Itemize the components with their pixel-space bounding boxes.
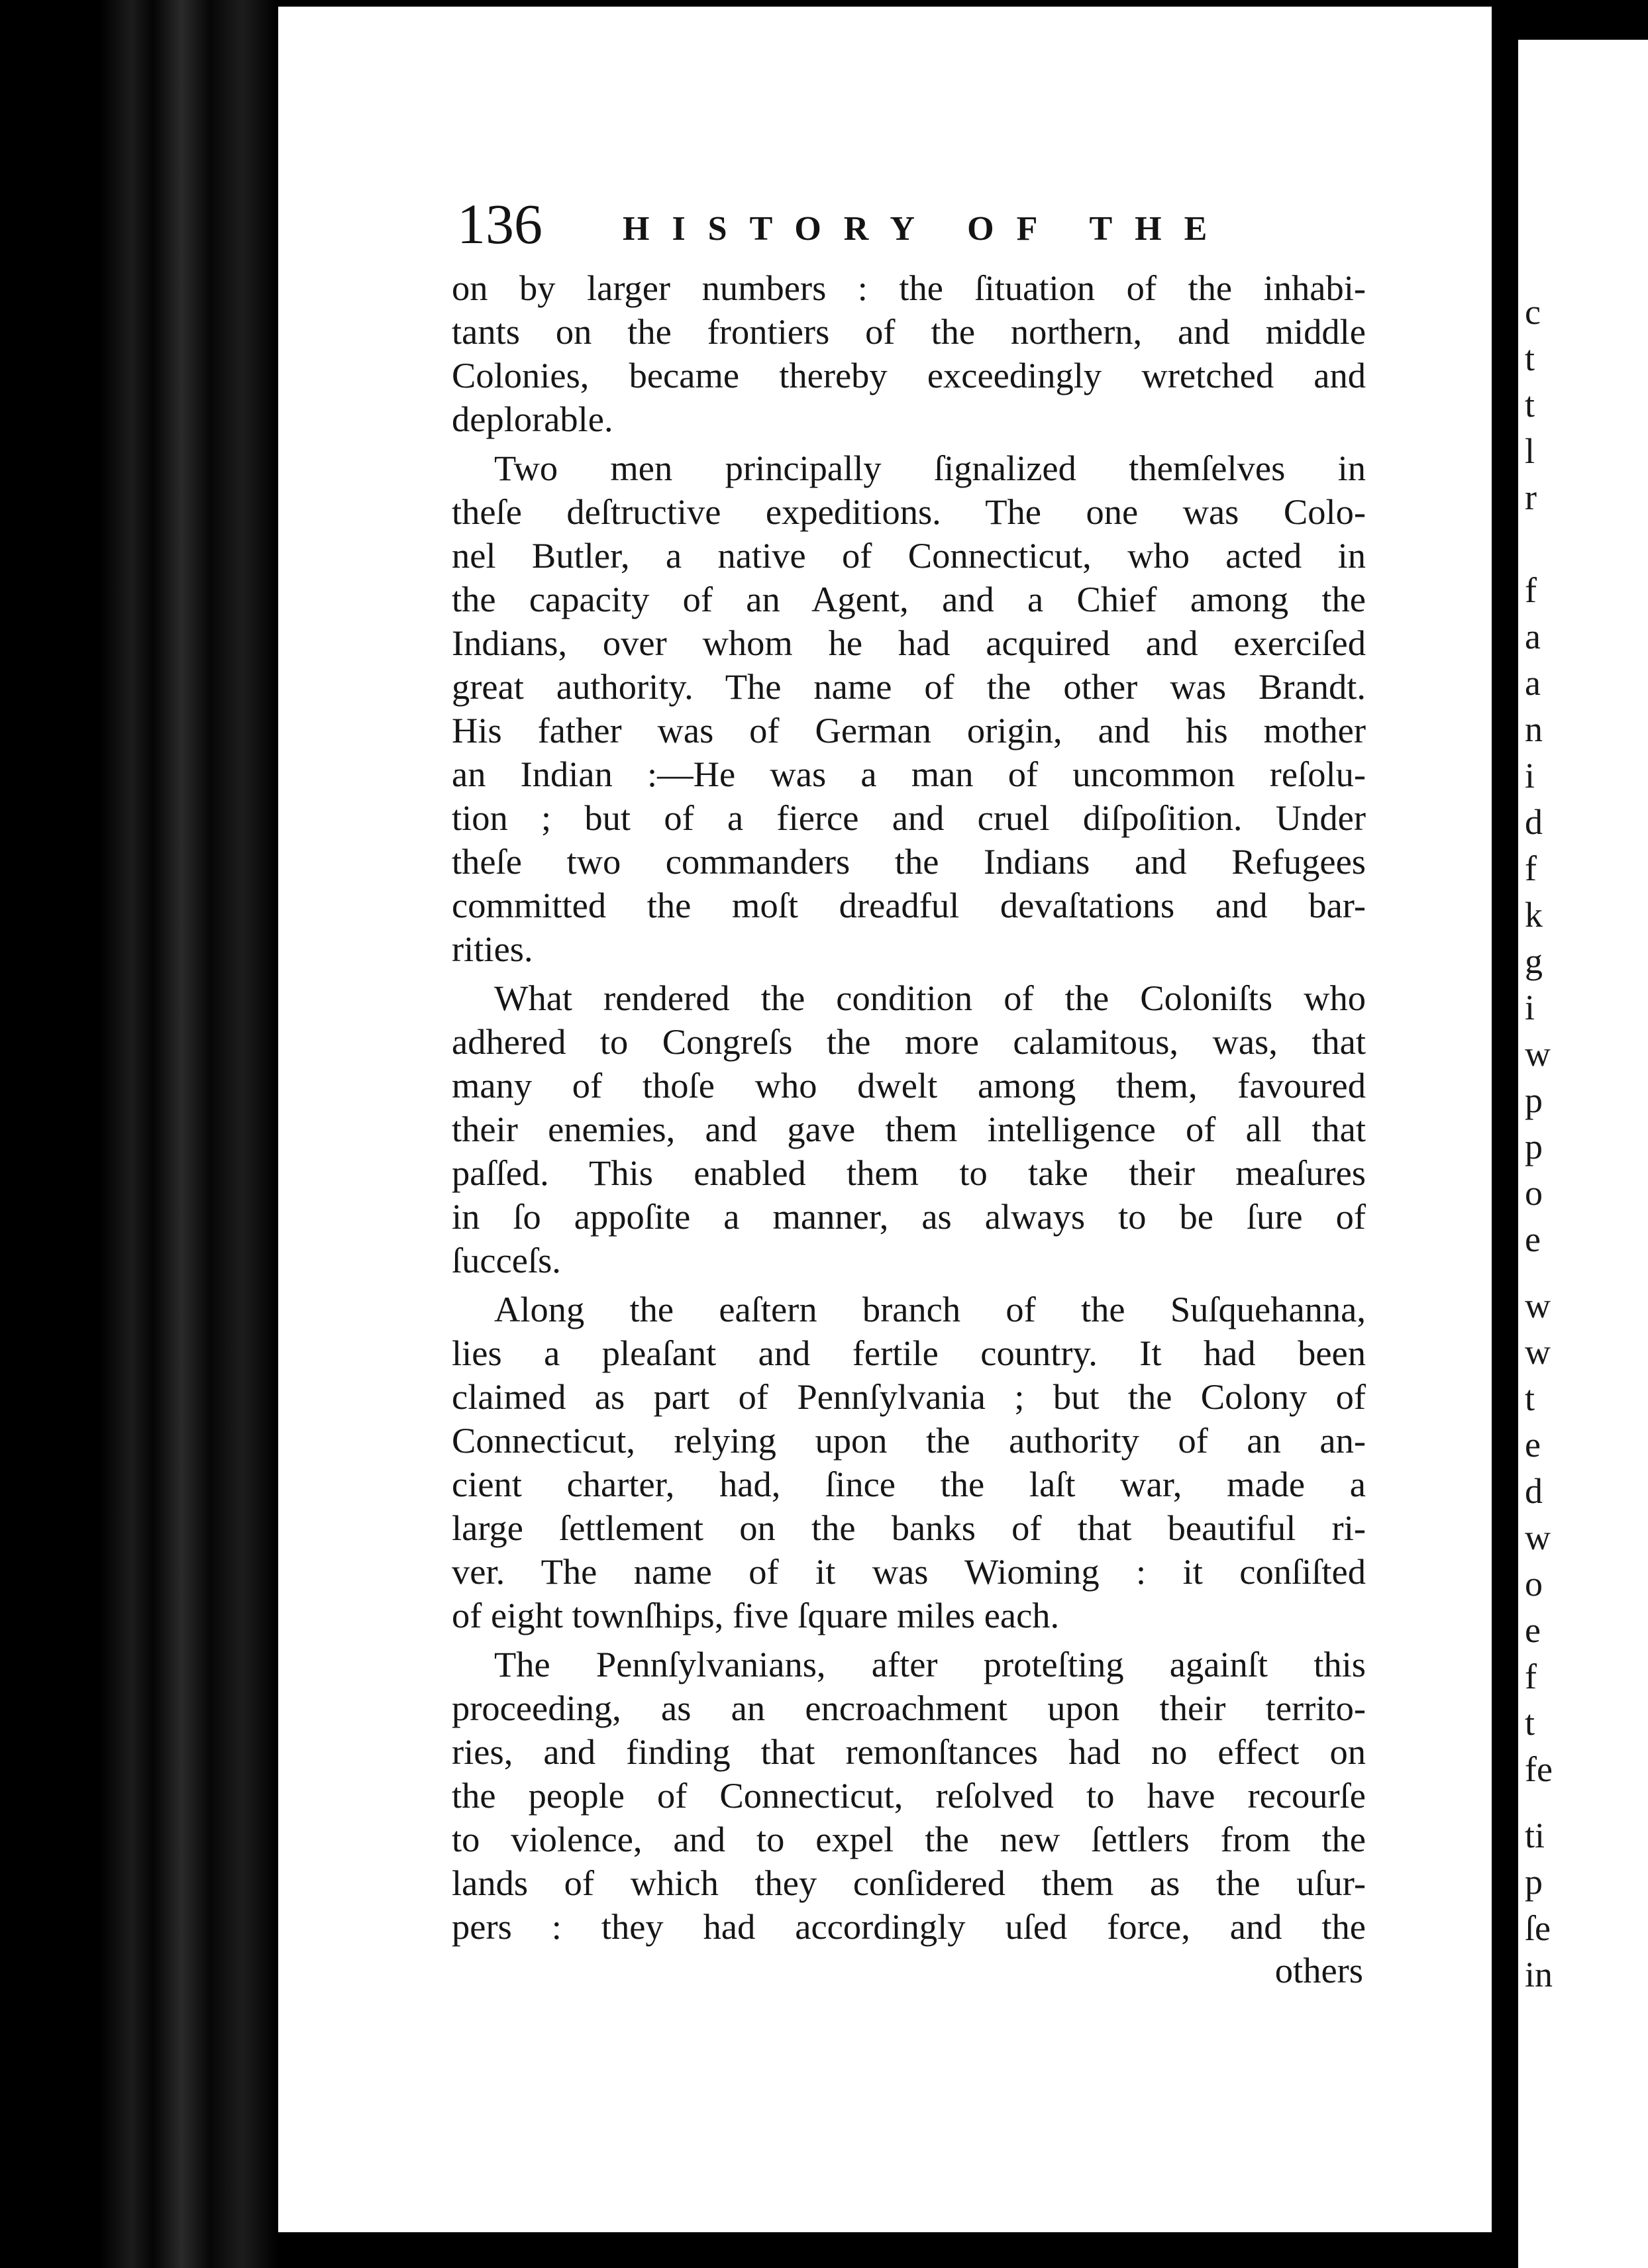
facing-page-line: t: [1525, 338, 1535, 378]
text-line: theſe two commanders the Indians and Refugees: [452, 841, 1366, 882]
book-binding-edge: [99, 0, 278, 2268]
text-line: nel Butler, a native of Connecticut, who acted in: [452, 535, 1366, 576]
facing-page-line: o: [1525, 1173, 1543, 1213]
facing-page-line: t: [1525, 385, 1535, 425]
paragraph: [452, 976, 1366, 1282]
text-line: many of thoſe who dwelt among them, favoured: [452, 1065, 1366, 1106]
text-line: claimed as part of Pennſylvania ; but the Colony of: [452, 1376, 1366, 1417]
text-line: ver. The name of it was Wioming : it conſiſted: [452, 1551, 1366, 1592]
facing-page-line: w: [1525, 1286, 1551, 1325]
text-line: to violence, and to expel the new ſettlers from the: [452, 1819, 1366, 1859]
facing-page-line: c: [1525, 292, 1541, 332]
text-line: on by larger numbers : the ſituation of the inhabi-: [452, 268, 1366, 308]
facing-page-line: w: [1525, 1332, 1551, 1372]
facing-page-line: r: [1525, 478, 1537, 517]
page-gutter-shadow: [1492, 40, 1518, 2232]
facing-page-line: f: [1525, 849, 1537, 888]
text-line: lands of which they conſidered them as the uſur-: [452, 1863, 1366, 1903]
facing-page-line: g: [1525, 941, 1543, 981]
text-line: large ſettlement on the banks of that beautiful ri-: [452, 1508, 1366, 1548]
text-line: ſucceſs.: [452, 1240, 561, 1280]
text-line: the people of Connecticut, reſolved to have recourſe: [452, 1775, 1366, 1816]
text-line: Colonies, became thereby exceedingly wretched and: [452, 355, 1366, 395]
text-line: great authority. The name of the other was Brandt.: [452, 666, 1366, 707]
paragraph: [452, 1643, 1366, 1949]
facing-page-line: w: [1525, 1034, 1551, 1074]
facing-page-line: w: [1525, 1518, 1551, 1557]
text-line: proceeding, as an encroachment upon their territo-: [452, 1688, 1366, 1728]
text-line: Along the eaſtern branch of the Suſquehanna,: [494, 1289, 1366, 1329]
facing-page-line: k: [1525, 895, 1543, 935]
text-line: an Indian :—He was a man of uncommon reſolu-: [452, 754, 1366, 794]
facing-page-line: e: [1525, 1610, 1541, 1650]
facing-page-line: i: [1525, 756, 1535, 796]
text-line: theſe deſtructive expeditions. The one was Colo-: [452, 491, 1366, 532]
facing-page-line: e: [1525, 1425, 1541, 1465]
facing-page-line: f: [1525, 570, 1537, 610]
text-line: Indians, over whom he had acquired and exerciſed: [452, 623, 1366, 663]
text-line: the capacity of an Agent, and a Chief among the: [452, 579, 1366, 619]
page-number: 136: [457, 192, 542, 256]
text-line: rities.: [452, 929, 533, 969]
text-line: The Pennſylvanians, after proteſting againſt this: [494, 1644, 1366, 1684]
text-line: in ſo appoſite a manner, as always to be ſure of: [452, 1196, 1366, 1237]
facing-page-line: ſe: [1525, 1908, 1551, 1948]
text-line: What rendered the condition of the Coloniſts who: [494, 978, 1366, 1018]
text-line: lies a pleaſant and fertile country. It had been: [452, 1333, 1366, 1373]
text-line: deplorable.: [452, 399, 613, 439]
text-line: committed the moſt dreadful devaſtations and bar-: [452, 885, 1366, 925]
text-line: of eight townſhips, five ſquare miles each.: [452, 1595, 1060, 1635]
text-line: adhered to Congreſs the more calamitous, was, that: [452, 1021, 1366, 1062]
running-head: [457, 191, 1351, 264]
text-line: Two men principally ſignalized themſelves in: [494, 448, 1366, 488]
facing-page-line: p: [1525, 1127, 1543, 1166]
body-text: [452, 266, 1366, 1992]
running-head-title: HISTORY OF THE: [623, 210, 1230, 248]
paragraph: [452, 446, 1366, 971]
facing-page-line: a: [1525, 617, 1541, 656]
facing-page-line: d: [1525, 802, 1543, 842]
text-line: Connecticut, relying upon the authority of an an-: [452, 1420, 1366, 1461]
facing-page-line: n: [1525, 709, 1543, 749]
facing-page-line: a: [1525, 663, 1541, 703]
catchword: others: [1274, 1950, 1363, 1990]
text-line: tants on the frontiers of the northern, and middle: [452, 311, 1366, 352]
facing-page-line: ti: [1525, 1816, 1545, 1855]
facing-page-line: in: [1525, 1955, 1553, 1994]
facing-page-line: t: [1525, 1378, 1535, 1418]
facing-page-fragment: [1518, 40, 1648, 2268]
facing-page-line: d: [1525, 1471, 1543, 1511]
facing-page-line: fe: [1525, 1749, 1553, 1789]
facing-page-line: t: [1525, 1703, 1535, 1743]
text-line: pers : they had accordingly uſed force, and the: [452, 1906, 1366, 1947]
paragraph: [452, 266, 1366, 441]
text-line: ries, and finding that remonſtances had no effect on: [452, 1731, 1366, 1772]
facing-page-line: l: [1525, 431, 1535, 471]
facing-page-line: p: [1525, 1080, 1543, 1120]
text-line: tion ; but of a fierce and cruel diſpoſition. Under: [452, 798, 1366, 838]
facing-page-line: i: [1525, 988, 1535, 1027]
text-line: His father was of German origin, and his mother: [452, 710, 1366, 750]
text-line: their enemies, and gave them intelligence of all that: [452, 1109, 1366, 1149]
paragraph: [452, 1288, 1366, 1637]
facing-page-line: o: [1525, 1564, 1543, 1604]
text-line: cient charter, had, ſince the laſt war, made a: [452, 1464, 1366, 1504]
book-page: [278, 7, 1492, 2232]
facing-page-line: f: [1525, 1657, 1537, 1696]
facing-page-line: p: [1525, 1862, 1543, 1902]
text-line: paſſed. This enabled them to take their meaſures: [452, 1153, 1366, 1193]
facing-page-line: e: [1525, 1219, 1541, 1259]
